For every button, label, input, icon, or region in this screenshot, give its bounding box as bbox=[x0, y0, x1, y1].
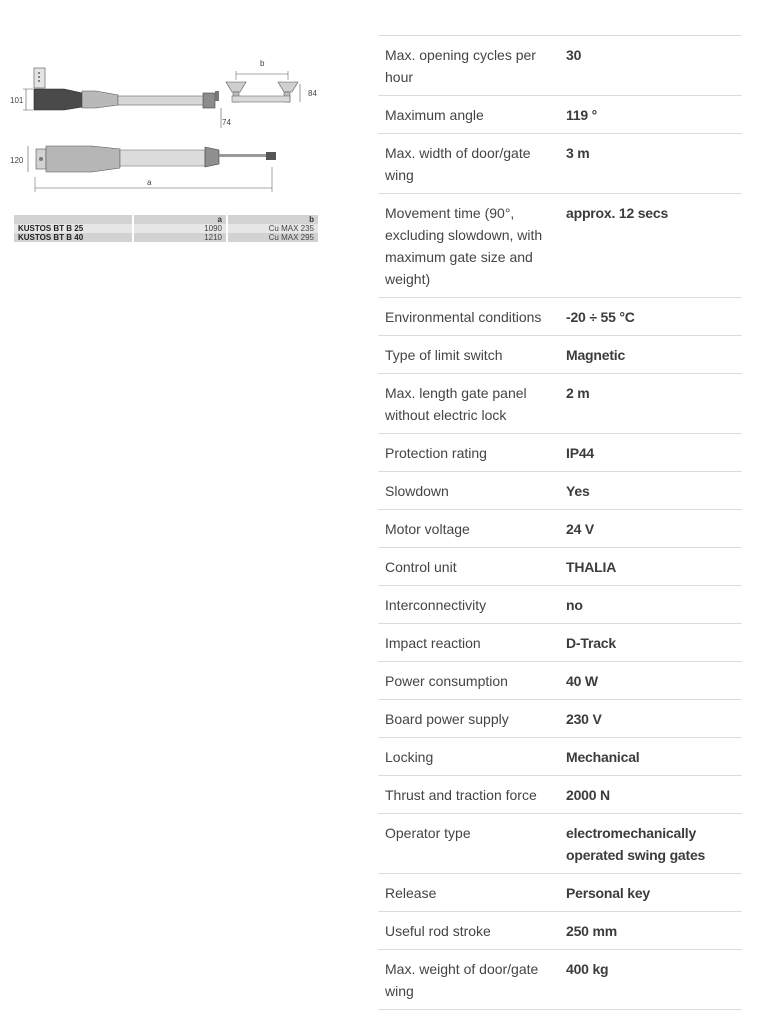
spec-label: Environmental conditions bbox=[378, 298, 559, 336]
spec-row bbox=[378, 134, 742, 194]
spec-row bbox=[378, 36, 742, 96]
spec-value: approx. 12 secs bbox=[559, 194, 742, 298]
spec-value: D-Track bbox=[559, 624, 742, 662]
dimensions-table bbox=[14, 215, 318, 242]
dimensions-cell: 1210 bbox=[133, 233, 227, 242]
spec-label: Max. width of door/gate wing bbox=[378, 134, 559, 194]
spec-row bbox=[378, 700, 742, 738]
spec-value: Mechanical bbox=[559, 738, 742, 776]
spec-row bbox=[378, 624, 742, 662]
spec-label: Movement time (90°, excluding slowdown, with maximum gate size and weight) bbox=[378, 194, 559, 298]
spec-label: Operator type bbox=[378, 814, 559, 874]
spec-value: 230 V bbox=[559, 700, 742, 738]
spec-label: Max. opening cycles per hour bbox=[378, 36, 559, 96]
dimensions-cell: KUSTOS BT B 40 bbox=[18, 232, 84, 242]
spec-row bbox=[378, 874, 742, 912]
dimensions-cell: Cu MAX 235 bbox=[227, 224, 318, 233]
spec-label: Max. weight of door/gate wing bbox=[378, 950, 559, 1010]
dimensions-header-cell: b bbox=[227, 215, 318, 224]
spec-label: Maximum angle bbox=[378, 96, 559, 134]
spec-label: Power consumption bbox=[378, 662, 559, 700]
dim-120-label: 120 bbox=[10, 156, 24, 165]
dim-84-label: 84 bbox=[308, 89, 317, 98]
spec-row bbox=[378, 548, 742, 586]
front-view bbox=[10, 146, 276, 192]
spec-value: Magnetic bbox=[559, 336, 742, 374]
spec-value: Personal key bbox=[559, 874, 742, 912]
spec-label: Board power supply bbox=[378, 700, 559, 738]
spec-label: Max. length gate panel without electric lock bbox=[378, 374, 559, 434]
spec-value: 24 V bbox=[559, 510, 742, 548]
spec-label: Control unit bbox=[378, 548, 559, 586]
spec-label: Interconnectivity bbox=[378, 586, 559, 624]
spec-value: Yes bbox=[559, 472, 742, 510]
spec-row bbox=[378, 662, 742, 700]
spec-value: 30 bbox=[559, 36, 742, 96]
spec-label: Protection rating bbox=[378, 434, 559, 472]
spec-row bbox=[378, 950, 742, 1010]
spec-row bbox=[378, 374, 742, 434]
spec-label: Useful rod stroke bbox=[378, 912, 559, 950]
spec-value: electromechanically operated swing gates bbox=[559, 814, 742, 874]
technical-drawing bbox=[0, 48, 317, 198]
dimensions-row bbox=[14, 224, 318, 233]
spec-value: THALIA bbox=[559, 548, 742, 586]
dim-a-label: a bbox=[147, 178, 152, 187]
top-view bbox=[10, 68, 231, 128]
spec-row bbox=[378, 298, 742, 336]
spec-value: 3 m bbox=[559, 134, 742, 194]
spec-label: Impact reaction bbox=[378, 624, 559, 662]
specifications-table bbox=[378, 35, 742, 1010]
spec-row bbox=[378, 738, 742, 776]
dim-b-label: b bbox=[260, 59, 265, 68]
dim-74-label: 74 bbox=[222, 118, 231, 127]
dimensions-cell: KUSTOS BT B 25 bbox=[18, 223, 84, 233]
spec-label: Slowdown bbox=[378, 472, 559, 510]
dimensions-row bbox=[14, 233, 318, 242]
spec-label: Thrust and traction force bbox=[378, 776, 559, 814]
spec-value: 250 mm bbox=[559, 912, 742, 950]
spec-row bbox=[378, 96, 742, 134]
dimensions-cell: Cu MAX 295 bbox=[227, 233, 318, 242]
dimensions-header-cell: a bbox=[133, 215, 227, 224]
spec-row bbox=[378, 472, 742, 510]
spec-value: IP44 bbox=[559, 434, 742, 472]
spec-label: Release bbox=[378, 874, 559, 912]
spec-value: 2 m bbox=[559, 374, 742, 434]
spec-row bbox=[378, 434, 742, 472]
spec-row bbox=[378, 194, 742, 298]
dimensions-header-cell bbox=[14, 215, 133, 224]
spec-label: Type of limit switch bbox=[378, 336, 559, 374]
dimensions-cell: 1090 bbox=[133, 224, 227, 233]
spec-row bbox=[378, 586, 742, 624]
bracket-view bbox=[226, 59, 317, 102]
spec-label: Motor voltage bbox=[378, 510, 559, 548]
spec-value: -20 ÷ 55 °C bbox=[559, 298, 742, 336]
spec-row bbox=[378, 510, 742, 548]
spec-row bbox=[378, 814, 742, 874]
dimensions-header-row bbox=[14, 215, 318, 224]
spec-value: 2000 N bbox=[559, 776, 742, 814]
spec-value: 119 ° bbox=[559, 96, 742, 134]
spec-value: no bbox=[559, 586, 742, 624]
spec-value: 40 W bbox=[559, 662, 742, 700]
spec-label: Locking bbox=[378, 738, 559, 776]
spec-row bbox=[378, 336, 742, 374]
spec-row bbox=[378, 912, 742, 950]
dim-101-label: 101 bbox=[10, 96, 24, 105]
spec-value: 400 kg bbox=[559, 950, 742, 1010]
spec-row bbox=[378, 776, 742, 814]
